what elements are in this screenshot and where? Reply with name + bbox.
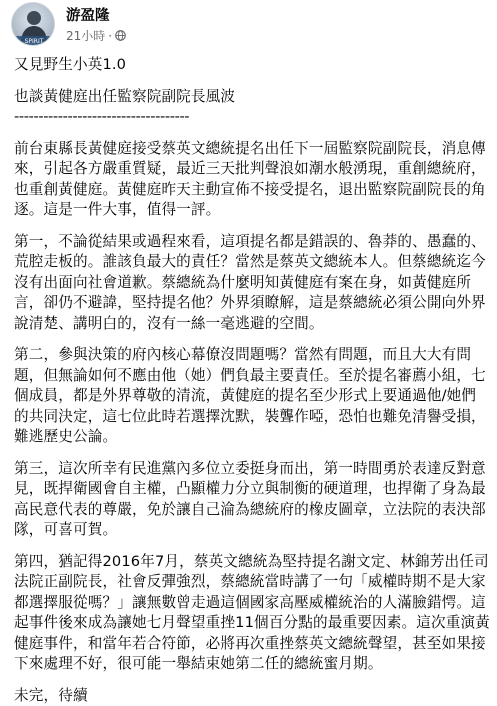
globe-icon[interactable]: [115, 30, 126, 41]
paragraph-point-3: 第三，這次所幸有民進黨內多位立委挺身而出，第一時間勇於表達反對意見，既捍衛國會自主權，凸顯權力分立與制衡的硬道理，也捍衛了身為最高民意代表的尊嚴，免於讓自己淪為總統府的橡皮圖章，立法院的表決部隊，可喜可賀。: [14, 459, 490, 541]
avatar[interactable]: [11, 2, 55, 46]
post-meta: [66, 27, 126, 44]
post-title-line-1: 又見野生小英1.0: [14, 55, 490, 76]
avatar-person-icon: [12, 3, 55, 46]
post-body: [14, 55, 490, 706]
post-header: [11, 2, 491, 48]
text-divider: ------------------------------------: [14, 107, 490, 128]
closing-text: 未完，待續: [14, 686, 490, 706]
paragraph-point-1: 第一，不論從結果或過程來看，這項提名都是錯誤的、魯莽的、愚蠢的、荒腔走板的。誰該負最大的責任？當然是蔡英文總統本人。但蔡總統迄今沒有出面向社會道歉。蔡總統為什麼明知黃健庭有案在身，如黃健庭所言，卻仍不避諱，堅持提名他？外界須瞭解，這是蔡總統必須公開向外界說清楚、講明白的，沒有一絲一毫逃避的空間。: [14, 232, 490, 335]
author-name[interactable]: 游盈隆: [66, 4, 110, 25]
paragraph-point-2: 第二，參與決策的府內核心幕僚沒問題嗎？當然有問題，而且大大有問題，但無論如何不應由他（她）們負最主要責任。至於提名審薦小組，七個成員，都是外界尊敬的清流，黃健庭的提名至少形式上要通過他/她們的共同決定，這七位此時若選擇沈默，裝聾作啞，恐怕也難免清譽受損，難逃歷史公論。: [14, 345, 490, 448]
paragraph-intro: 前台東縣長黃健庭接受蔡英文總統提名出任下一屆監察院副院長，消息傳來，引起各方嚴重質疑，最近三天批判聲浪如潮水般湧現，重創總統府，也重創黃健庭。黃健庭昨天主動宣佈不接受提名，退出監察院副院長的角逐。這是一件大事，值得一評。: [14, 139, 490, 221]
meta-separator: ·: [108, 29, 112, 43]
avatar-caption: SPIRIT: [25, 38, 44, 45]
paragraph-point-4: 第四，猶記得2016年7月，蔡英文總統為堅持提名謝文定、林錦芳出任司法院正副院長，社會反彈強烈，蔡總統當時講了一句「威權時期不是大家都選擇服從嗎？」讓無數曾走過這個國家高壓威權統治的人滿臉錯愕。這起事件後來成為讓她七月聲望重挫11個百分點的最重要因素。這次重演黃健庭事件，和當年若合符節，必將再次重挫蔡英文總統聲望，甚至如果接下來處理不好，很可能一舉結束她第二任的總統蜜月期。: [14, 552, 490, 675]
post-title-line-2: 也談黃健庭出任監察院副院長風波: [14, 87, 490, 108]
post-timestamp[interactable]: 21小時: [66, 27, 105, 44]
